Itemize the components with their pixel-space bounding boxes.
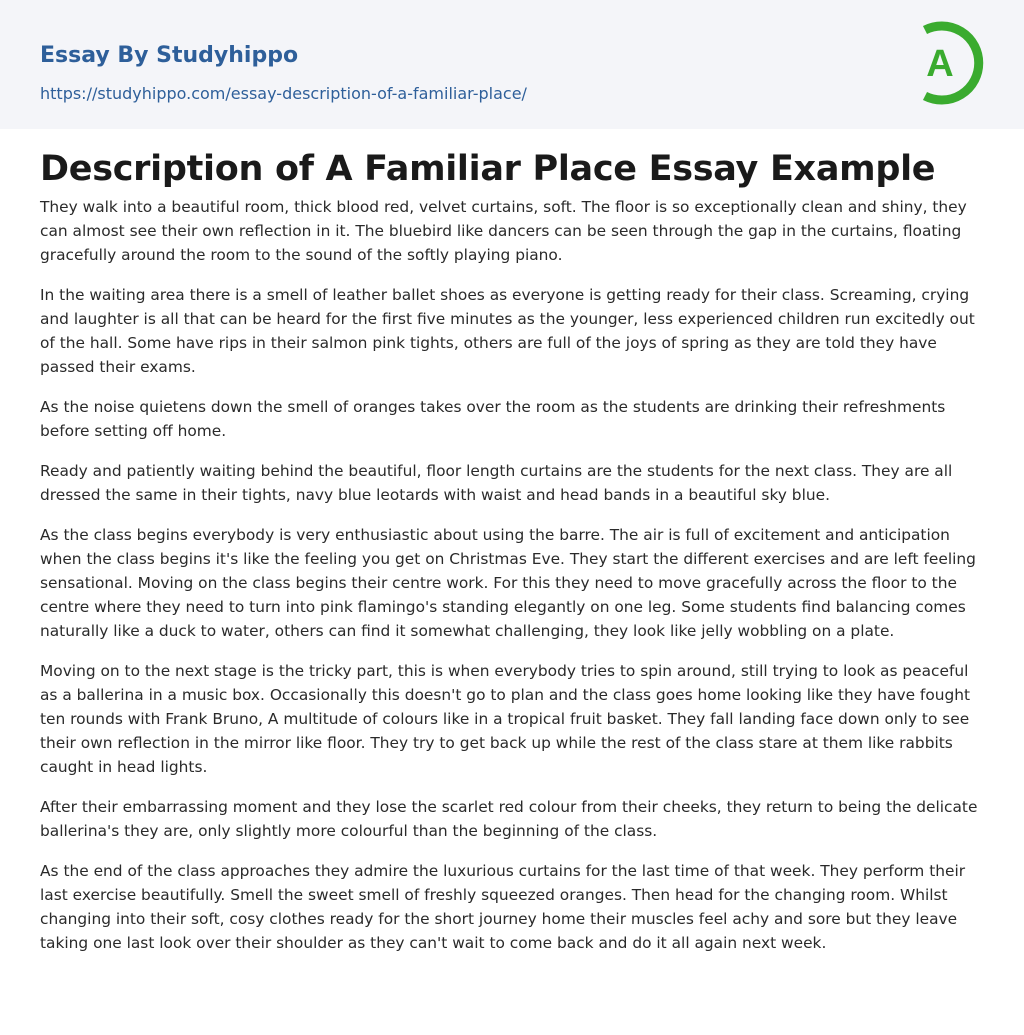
essay-title: Description of A Familiar Place Essay Example [40, 149, 936, 189]
essay-paragraph: Ready and patiently waiting behind the beautiful, floor length curtains are the students for the next class. They are all dressed the same in their tights, navy blue leotards with waist and head bands in a beautiful sky blue. [40, 462, 953, 504]
essay-paragraph: Moving on to the next stage is the tricky part, this is when everybody tries to spin around, still trying to look as peaceful as a ballerina in a music box. Occasionally this doesn't go to plan and the class goes home looking like they have fought ten rounds with Frank Bruno, A multitude of colours like in a tropical fruit basket. They fall landing face down only to see their own reflection in the mirror like floor. They try to get back up while the rest of the class stare at them like rabbits caught in head lights. [40, 662, 971, 776]
page-header [0, 0, 1024, 129]
brand-name: Essay By Studyhippo [40, 43, 299, 68]
essay-paragraph: After their embarrassing moment and they lose the scarlet red colour from their cheeks, they return to being the delicate ballerina's they are, only slightly more colourful than the beginning of the class. [40, 798, 978, 840]
source-url-link[interactable]: https://studyhippo.com/essay-description-of-a-familiar-place/ [40, 84, 527, 103]
studyhippo-logo-icon[interactable] [898, 20, 988, 106]
logo-letter: A [926, 43, 954, 85]
essay-paragraph: In the waiting area there is a smell of leather ballet shoes as everyone is getting ready for their class. Screaming, crying and laughter is all that can be heard for the first five minutes as the younger, less experienced children run excitedly out of the hall. Some have rips in their salmon pink tights, others are full of the joys of spring as they are told they have passed their exams. [40, 286, 975, 376]
essay-paragraph: They walk into a beautiful room, thick blood red, velvet curtains, soft. The floor is so exceptionally clean and shiny, they can almost see their own reflection in it. The bluebird like dancers can be seen through the gap in the curtains, floating gracefully around the room to the sound of the softly playing piano. [40, 198, 967, 264]
essay-paragraph: As the noise quietens down the smell of oranges takes over the room as the students are drinking their refreshments before setting off home. [40, 398, 946, 440]
essay-paragraph: As the class begins everybody is very enthusiastic about using the barre. The air is full of excitement and anticipation when the class begins it's like the feeling you get on Christmas Eve. They start the different exercises and are left feeling sensational. Moving on the class begins their centre work. For this they need to move gracefully across the floor to the centre where they need to turn into pink flamingo's standing elegantly on one leg. Some students find balancing comes naturally like a duck to water, others can find it somewhat challenging, they look like jelly wobbling on a plate. [40, 526, 976, 640]
essay-paragraph: As the end of the class approaches they admire the luxurious curtains for the last time of that week. They perform their last exercise beautifully. Smell the sweet smell of freshly squeezed oranges. Then head for the changing room. Whilst changing into their soft, cosy clothes ready for the short journey home their muscles feel achy and sore but they leave taking one last look over their shoulder as they can't wait to come back and do it all again next week. [40, 862, 966, 952]
essay-content [0, 129, 1024, 955]
